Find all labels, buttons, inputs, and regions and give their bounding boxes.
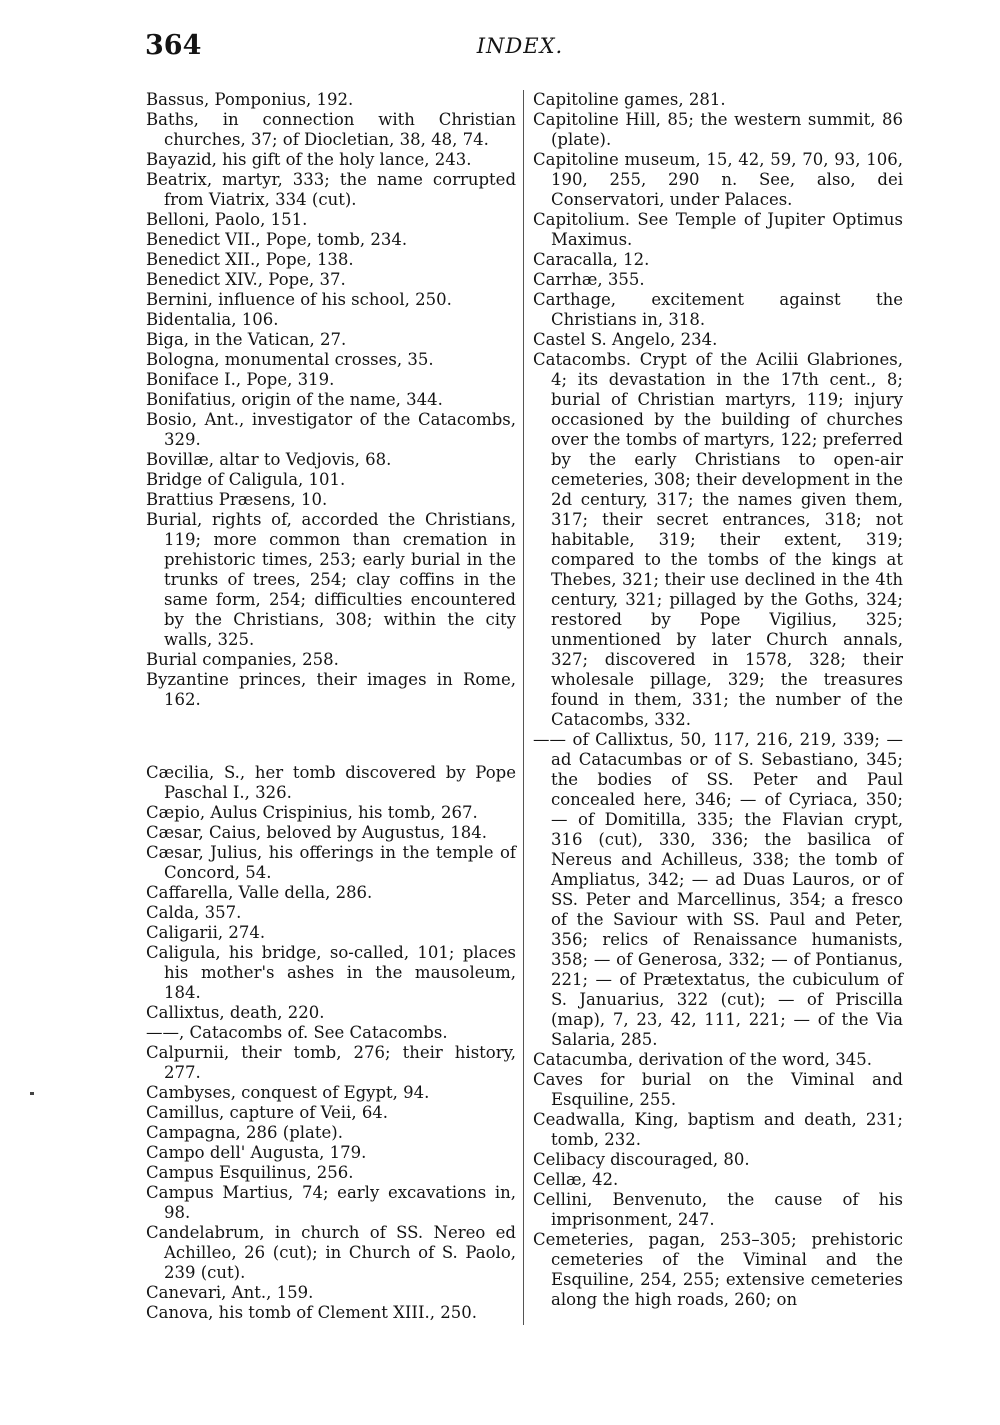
index-column-right [533,90,903,1310]
index-entry: Capitoline games, 281. [533,90,726,109]
page-number: 364 [145,30,202,61]
index-entry: Campus Esquilinus, 256. [146,1163,354,1182]
index-entry: Burial companies, 258. [146,650,339,669]
index-entry: Calpurnii, their tomb, 276; their history, 277. [146,1043,516,1082]
index-entry: Ceadwalla, King, baptism and death, 231; tomb, 232. [533,1110,903,1149]
index-entry: Calda, 357. [146,903,242,922]
index-entry: Capitoline museum, 15, 42, 59, 70, 93, 106, 190, 255, 290 n. See, also, dei Conservatori, under Palaces. [533,150,903,209]
index-entry: Benedict VII., Pope, tomb, 234. [146,230,408,249]
index-entry: Celibacy discouraged, 80. [533,1150,750,1169]
index-entry: Campus Martius, 74; early excavations in, 98. [146,1183,516,1222]
index-entry: Caligula, his bridge, so-called, 101; places his mother's ashes in the mausoleum, 184. [146,943,516,1002]
index-entry: Bosio, Ant., investigator of the Catacombs, 329. [146,410,516,449]
index-entry: Capitoline Hill, 85; the western summit, 86 (plate). [533,110,903,149]
index-entry: Bridge of Caligula, 101. [146,470,346,489]
index-entry: Burial, rights of, accorded the Christians, 119; more common than cremation in prehistoric times, 253; early burial in the trunks of trees, 254; clay coffins in the same form, 254; difficulties encountered by the Christians, 308; within the city walls, 325. [146,510,516,649]
index-entry: Cæsar, Caius, beloved by Augustus, 184. [146,823,488,842]
page-header [145,30,895,70]
index-entry: Cæsar, Julius, his offerings in the temple of Concord, 54. [146,843,516,882]
index-entry: Bonifatius, origin of the name, 344. [146,390,443,409]
index-entry: Caracalla, 12. [533,250,650,269]
index-entry: Callixtus, death, 220. [146,1003,325,1022]
index-entry: Brattius Præsens, 10. [146,490,328,509]
index-entry: ——, Catacombs of. See Catacombs. [146,1023,448,1042]
index-entry: Boniface I., Pope, 319. [146,370,335,389]
index-entry: Caffarella, Valle della, 286. [146,883,373,902]
index-entry: Byzantine princes, their images in Rome, 162. [146,670,516,709]
index-entry: Benedict XII., Pope, 138. [146,250,354,269]
index-entry: Carthage, excitement against the Christians in, 318. [533,290,903,329]
index-entry: —— of Callixtus, 50, 117, 216, 219, 339; — ad Catacumbas or of S. Sebastiano, 345; the bodies of SS. Peter and Paul concealed here, 346; — of Cyriaca, 350; — of Domitilla, 335; the Flavian crypt, 316 (cut), 330, 336; the basilica of Nereus and Achilleus, 338; the tomb of Ampliatus, 342; — ad Duas Lauros, or of SS. Peter and Marcellinus, 354; a fresco of the Saviour with SS. Paul and Peter, 356; relics of Renaissance humanists, 358; — of Generosa, 332; — of Pontianus, 221; — of Prætextatus, the cubiculum of S. Januarius, 322 (cut); — of Priscilla (map), 7, 23, 42, 111, 221; — of the Via Salaria, 285. [533,730,903,1049]
index-entry: Bassus, Pomponius, 192. [146,90,354,109]
index-entry: Cellæ, 42. [533,1170,619,1189]
index-entry: Camillus, capture of Veii, 64. [146,1103,389,1122]
index-entry: Canova, his tomb of Clement XIII., 250. [146,1303,477,1322]
letter-section-gap [146,727,516,747]
index-entry: Catacombs. Crypt of the Acilii Glabriones, 4; its devastation in the 17th cent., 8; burial of Christian martyrs, 119; injury occasioned by the building of churches over the tombs of martyrs, 122; preferred by the early Christians to open-air cemeteries, 308; their development in the 2d century, 317; the names given them, 317; their secret entrances, 318; not habitable, 319; their extent, 319; compared to the tombs of the kings at Thebes, 321; their use declined in the 4th century, 321; pillaged by the Goths, 324; restored by Pope Vigilius, 325; unmentioned by later Church annals, 327; discovered in 1578, 328; their wholesale pillage, 329; the treasures found in them, 331; the number of the Catacombs, 332. [533,350,903,729]
index-entry: Candelabrum, in church of SS. Nereo ed Achilleo, 26 (cut); in Church of S. Paolo, 239 (cut). [146,1223,516,1282]
column-divider [523,90,524,1325]
index-entry: Castel S. Angelo, 234. [533,330,718,349]
index-entry: Catacumba, derivation of the word, 345. [533,1050,872,1069]
index-entry: Bayazid, his gift of the holy lance, 243. [146,150,472,169]
index-entry: Belloni, Paolo, 151. [146,210,308,229]
index-entry: Benedict XIV., Pope, 37. [146,270,346,289]
index-entry: Carrhæ, 355. [533,270,645,289]
index-entry: Capitolium. See Temple of Jupiter Optimus Maximus. [533,210,903,249]
index-entry: Caves for burial on the Viminal and Esquiline, 255. [533,1070,903,1109]
running-title: INDEX. [476,34,564,58]
index-entry: Cæcilia, S., her tomb discovered by Pope Paschal I., 326. [146,763,516,802]
index-entry: Cemeteries, pagan, 253–305; prehistoric cemeteries of the Viminal and the Esquiline, 254, 255; extensive cemeteries along the high roads, 260; on [533,1230,903,1309]
index-entry: Cellini, Benvenuto, the cause of his imprisonment, 247. [533,1190,903,1229]
index-entry: Campagna, 286 (plate). [146,1123,343,1142]
index-entry: Baths, in connection with Christian churches, 37; of Diocletian, 38, 48, 74. [146,110,516,149]
index-entry: Bologna, monumental crosses, 35. [146,350,434,369]
index-column-left [146,90,516,1323]
index-entry: Bidentalia, 106. [146,310,279,329]
index-entry: Beatrix, martyr, 333; the name corrupted from Viatrix, 334 (cut). [146,170,516,209]
index-entry: Campo dell' Augusta, 179. [146,1143,367,1162]
index-entry: Cambyses, conquest of Egypt, 94. [146,1083,430,1102]
index-entry: Bovillæ, altar to Vedjovis, 68. [146,450,392,469]
stray-mark [30,1092,34,1095]
index-entry: Canevari, Ant., 159. [146,1283,314,1302]
index-entry: Bernini, influence of his school, 250. [146,290,452,309]
index-entry: Caligarii, 274. [146,923,266,942]
index-entry: Biga, in the Vatican, 27. [146,330,347,349]
index-entry: Cæpio, Aulus Crispinius, his tomb, 267. [146,803,478,822]
